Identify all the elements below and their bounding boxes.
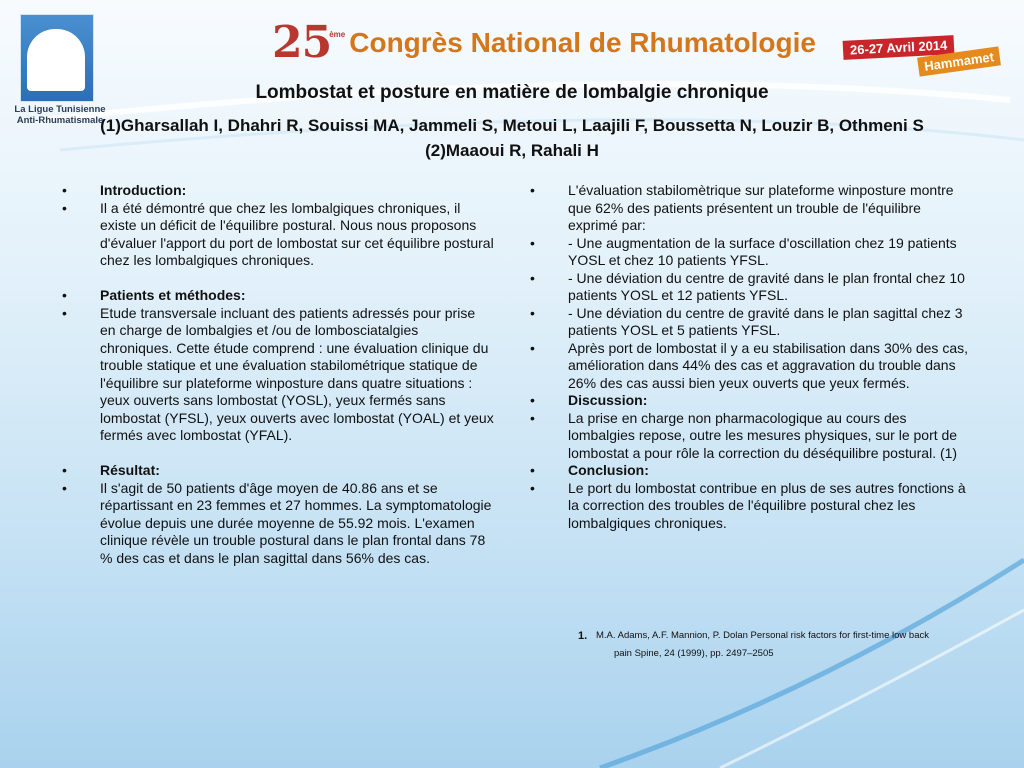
- list-item: [530, 305, 970, 340]
- bullet: •: [530, 269, 535, 286]
- bullet: •: [62, 462, 67, 478]
- discussion-text: La prise en charge non pharmacologique au cours des lombalgies repose, outre les mesures physiques, sur le port de lombostat a pour rôle la correction du déséquilibre postural. (1): [568, 409, 958, 461]
- bullet: •: [530, 339, 535, 356]
- methods-heading: Patients et méthodes:: [100, 287, 246, 303]
- list-item: [530, 392, 970, 410]
- poster-authors: [0, 113, 1024, 163]
- conclusion-heading: Conclusion:: [568, 462, 649, 478]
- list-item: [62, 200, 494, 270]
- bullet: •: [530, 304, 535, 321]
- right-column: [530, 182, 970, 532]
- authors-line-2: (2)Maaoui R, Rahali H: [425, 141, 599, 160]
- list-item: [530, 182, 970, 235]
- list-item: [530, 340, 970, 393]
- results-text: Il s'agit de 50 patients d'âge moyen de 40.86 ans et se répartissant en 23 femmes et 27 hommes. La symptomatologie évolue depuis une durée moyenne de 55.92 mois. L'examen clinique révèle un trouble postural dans le plan frontal dans 78 % des cas et dans le plan sagittal dans 56% des cas.: [100, 479, 492, 566]
- reference-number: 1.: [578, 630, 588, 642]
- congress-title: Congrès National de Rhumatologie: [349, 27, 816, 58]
- bullet: •: [62, 199, 67, 216]
- bullet: •: [530, 409, 535, 426]
- congress-number: 25: [272, 17, 332, 68]
- methods-text: Etude transversale incluant des patients adressés pour prise en charge de lombalgies et /ou de lombosciatalgies chroniques. Cette étude comprend : une évaluation clinique du trouble statique et une évaluation stabilométrique statique de l'équilibre sur plateforme winposture dans quatre situations : yeux ouverts sans lombostat (YOSL), yeux fermés sans lombostat (YFSL), yeux ouverts avec lombostat (YOAL) et yeux fermés avec lombostat (YFAL).: [100, 304, 494, 443]
- list-item: [530, 235, 970, 270]
- list-item: [62, 480, 494, 568]
- reference-line-1: M.A. Adams, A.F. Mannion, P. Dolan Personal risk factors for first-time low back: [596, 630, 929, 641]
- bullet: •: [62, 479, 67, 496]
- date-badge: 26-27 Avril 2014: [843, 35, 955, 60]
- reference: [578, 627, 978, 663]
- bullet: •: [530, 182, 535, 198]
- logo-caption: La Ligue Tunisienne Anti-Rhumatismale: [14, 104, 106, 126]
- list-item: [62, 305, 494, 445]
- intro-heading: Introduction:: [100, 182, 187, 198]
- list-item: [62, 462, 494, 480]
- sagittal-text: - Une déviation du centre de gravité dans le plan sagittal chez 3 patients YOSL et 5 patients YFSL.: [568, 304, 963, 338]
- left-column: [62, 182, 494, 567]
- authors-line-1: (1)Gharsallah I, Dhahri R, Souissi MA, Jammeli S, Metoui L, Laajili F, Boussetta N, Louzir B, Othmeni S: [100, 116, 924, 135]
- bullet: •: [530, 392, 535, 408]
- list-item: [62, 182, 494, 200]
- city-badge: Hammamet: [917, 46, 1001, 76]
- after-lombostat-text: Après port de lombostat il y a eu stabilisation dans 30% des cas, amélioration dans 44% des cas et aggravation du trouble dans 26% des cas aussi bien yeux ouverts que yeux fermés.: [568, 339, 968, 391]
- bullet: •: [530, 462, 535, 478]
- congress-number-sup: ème: [329, 30, 346, 39]
- bullet: •: [530, 479, 535, 496]
- list-item: [530, 480, 970, 533]
- discussion-heading: Discussion:: [568, 392, 648, 408]
- bullet: •: [62, 287, 67, 303]
- congress-banner: [272, 18, 816, 68]
- reference-line-2: pain Spine, 24 (1999), pp. 2497–2505: [614, 648, 774, 659]
- results-heading: Résultat:: [100, 462, 160, 478]
- list-item: [530, 462, 970, 480]
- stabilometry-text: L'évaluation stabilomètrique sur plateforme winposture montre que 62% des patients présentent un trouble de l'équilibre exprimé par:: [568, 182, 954, 233]
- bullet: •: [530, 234, 535, 251]
- bullet: •: [62, 304, 67, 321]
- list-item: [530, 410, 970, 463]
- surface-text: - Une augmentation de la surface d'oscillation chez 19 patients YOSL et chez 10 patients YFSL.: [568, 234, 957, 268]
- list-item: [530, 270, 970, 305]
- intro-text: Il a été démontré que chez les lombalgiques chroniques, il existe un déficit de l'équilibre postural. Nous nous proposons d'évaluer l'apport du port de lombostat sur cet équilibre postural chez les lombalgiques chroniques.: [100, 199, 494, 268]
- frontal-text: - Une déviation du centre de gravité dans le plan frontal chez 10 patients YOSL et 12 patients YFSL.: [568, 269, 965, 303]
- list-item: [62, 287, 494, 305]
- bullet: •: [62, 182, 67, 198]
- poster-title: Lombostat et posture en matière de lombalgie chronique: [255, 82, 769, 103]
- conclusion-text: Le port du lombostat contribue en plus de ses autres fonctions à la correction des troubles de l'équilibre postural chez les lombalgiques chroniques.: [568, 479, 966, 531]
